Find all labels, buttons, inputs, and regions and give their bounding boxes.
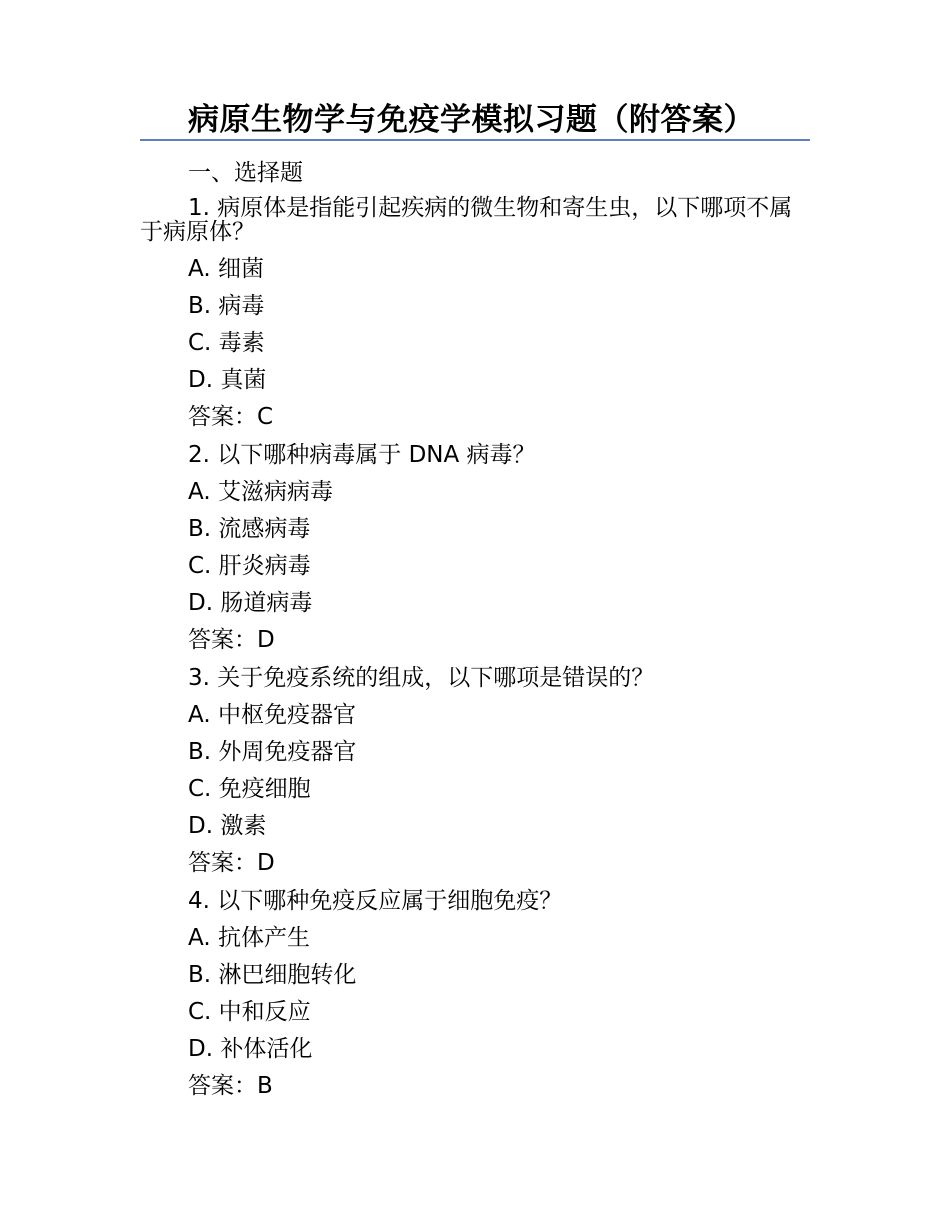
answer-line: 答案：C: [188, 404, 274, 430]
question-stem: 2. 以下哪种病毒属于 DNA 病毒？: [188, 442, 536, 468]
page-title: 病原生物学与免疫学模拟习题（附答案）: [188, 102, 755, 138]
option-item: D. 肠道病毒: [188, 590, 313, 616]
answer-line: 答案：D: [188, 850, 275, 876]
question-stem: 3. 关于免疫系统的组成，以下哪项是错误的？: [188, 665, 655, 691]
option-item: A. 抗体产生: [188, 925, 310, 951]
section-heading: 一、选择题: [188, 160, 303, 186]
option-item: B. 病毒: [188, 293, 265, 319]
option-item: A. 艾滋病病毒: [188, 479, 333, 505]
question-stem: 1. 病原体是指能引起疾病的微生物和寄生虫，以下哪项不属于病原体？: [140, 195, 793, 245]
option-item: C. 肝炎病毒: [188, 553, 311, 579]
option-item: C. 中和反应: [188, 999, 311, 1025]
option-item: D. 真菌: [188, 367, 267, 393]
option-item: B. 流感病毒: [188, 516, 311, 542]
option-item: A. 细菌: [188, 256, 264, 282]
option-item: D. 补体活化: [188, 1036, 313, 1062]
answer-line: 答案：B: [188, 1073, 273, 1099]
option-item: D. 激素: [188, 813, 267, 839]
option-item: C. 毒素: [188, 330, 265, 356]
answer-line: 答案：D: [188, 627, 275, 653]
option-item: C. 免疫细胞: [188, 776, 311, 802]
option-item: B. 淋巴细胞转化: [188, 962, 357, 988]
option-item: A. 中枢免疫器官: [188, 702, 356, 728]
question-stem: 4. 以下哪种免疫反应属于细胞免疫？: [188, 888, 563, 914]
option-item: B. 外周免疫器官: [188, 739, 357, 765]
title-underline: [140, 139, 810, 141]
